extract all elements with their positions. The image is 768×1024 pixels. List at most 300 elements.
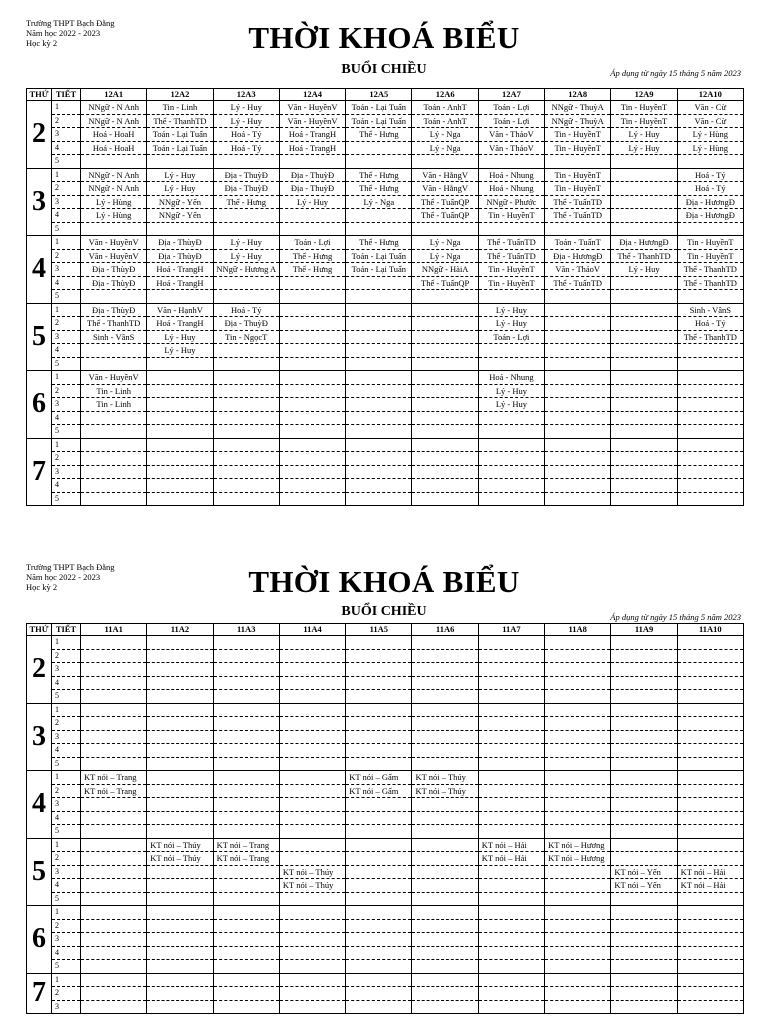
lesson-cell — [81, 411, 147, 425]
lesson-cell: Hoá - Tý — [213, 141, 279, 155]
lesson-cell — [545, 636, 611, 650]
lesson-cell — [545, 771, 611, 785]
lesson-cell: Tin - HuyềnT — [677, 249, 743, 263]
lesson-cell — [677, 465, 743, 479]
lesson-cell — [677, 906, 743, 920]
lesson-cell: KT nói – Hải — [478, 852, 544, 866]
lesson-cell: KT nói – Thúy — [279, 865, 345, 879]
lesson-cell — [677, 1000, 743, 1014]
table-row — [27, 919, 744, 933]
day-label: 7 — [27, 973, 52, 1014]
lesson-cell — [81, 649, 147, 663]
lesson-cell — [81, 892, 147, 906]
lesson-cell — [346, 344, 412, 358]
lesson-cell — [279, 371, 345, 385]
lesson-cell: Hoá - Tý — [677, 168, 743, 182]
lesson-cell — [346, 438, 412, 452]
lesson-cell — [346, 838, 412, 852]
lesson-cell — [611, 946, 677, 960]
lesson-cell — [147, 425, 213, 439]
lesson-cell: Lý - Huy — [478, 317, 544, 331]
lesson-cell — [346, 757, 412, 771]
table-row — [27, 344, 744, 358]
lesson-cell — [346, 492, 412, 506]
lesson-cell — [147, 919, 213, 933]
lesson-cell — [677, 852, 743, 866]
lesson-cell — [412, 1000, 478, 1014]
lesson-cell — [478, 933, 544, 947]
table-row — [27, 649, 744, 663]
lesson-cell — [677, 452, 743, 466]
lesson-cell: Thể - TuấnQP — [412, 209, 478, 223]
lesson-cell — [279, 1000, 345, 1014]
lesson-cell — [213, 730, 279, 744]
period-number: 3 — [52, 798, 81, 812]
lesson-cell — [478, 744, 544, 758]
lesson-cell — [677, 730, 743, 744]
lesson-cell — [279, 479, 345, 493]
table-row — [27, 879, 744, 893]
lesson-cell: Thể - TuấnTD — [545, 276, 611, 290]
table-row — [27, 101, 744, 115]
lesson-cell — [677, 703, 743, 717]
lesson-cell: KT nói – Hải — [478, 838, 544, 852]
lesson-cell: Lý - Huy — [213, 114, 279, 128]
lesson-cell — [346, 703, 412, 717]
lesson-cell — [478, 987, 544, 1001]
lesson-cell — [346, 987, 412, 1001]
lesson-cell — [412, 371, 478, 385]
lesson-cell: Văn - HuyềnV — [81, 236, 147, 250]
lesson-cell: Địa - ThuỳĐ — [213, 317, 279, 331]
period-number: 3 — [52, 195, 81, 209]
lesson-cell — [81, 155, 147, 169]
table-row — [27, 222, 744, 236]
lesson-cell — [412, 906, 478, 920]
lesson-cell — [279, 438, 345, 452]
table-row — [27, 825, 744, 839]
lesson-cell — [677, 344, 743, 358]
table-row — [27, 492, 744, 506]
lesson-cell — [677, 663, 743, 677]
lesson-cell: KT nói – Thúy — [279, 879, 345, 893]
lesson-cell — [346, 411, 412, 425]
lesson-cell — [611, 290, 677, 304]
lesson-cell: Toán - Lợi — [279, 236, 345, 250]
lesson-cell: Toán - Lại Tuấn — [346, 249, 412, 263]
day-label: 7 — [27, 438, 52, 506]
lesson-cell: Lý - Hùng — [81, 209, 147, 223]
table-row — [27, 209, 744, 223]
lesson-cell — [279, 771, 345, 785]
lesson-cell — [412, 757, 478, 771]
lesson-cell — [545, 649, 611, 663]
lesson-cell — [147, 398, 213, 412]
period-number: 1 — [52, 838, 81, 852]
lesson-cell — [545, 987, 611, 1001]
lesson-cell — [147, 479, 213, 493]
header-period: TIẾT — [52, 624, 81, 636]
period-number: 1 — [52, 973, 81, 987]
lesson-cell — [213, 155, 279, 169]
lesson-cell: KT nói – Hương — [545, 852, 611, 866]
lesson-cell: Địa - ThuỳĐ — [213, 168, 279, 182]
lesson-cell: Hoá - Tý — [213, 128, 279, 142]
lesson-cell — [346, 425, 412, 439]
lesson-cell — [545, 825, 611, 839]
lesson-cell — [677, 717, 743, 731]
lesson-cell — [81, 479, 147, 493]
lesson-cell — [147, 771, 213, 785]
lesson-cell — [147, 1000, 213, 1014]
lesson-cell — [677, 771, 743, 785]
lesson-cell — [677, 946, 743, 960]
lesson-cell — [478, 411, 544, 425]
table-row — [27, 1000, 744, 1014]
lesson-cell — [412, 865, 478, 879]
lesson-cell — [611, 838, 677, 852]
lesson-cell: Hoá - Nhung — [478, 371, 544, 385]
lesson-cell: NNgữ - Phước — [478, 195, 544, 209]
lesson-cell — [81, 703, 147, 717]
lesson-cell — [545, 717, 611, 731]
lesson-cell — [279, 465, 345, 479]
lesson-cell — [677, 438, 743, 452]
lesson-cell: Lý - Huy — [611, 128, 677, 142]
lesson-cell — [81, 811, 147, 825]
lesson-cell — [213, 771, 279, 785]
period-number: 2 — [52, 384, 81, 398]
lesson-cell — [412, 852, 478, 866]
lesson-cell — [346, 649, 412, 663]
lesson-cell: Hoá - Tý — [677, 182, 743, 196]
lesson-cell — [81, 1000, 147, 1014]
lesson-cell — [545, 865, 611, 879]
period-number: 5 — [52, 222, 81, 236]
lesson-cell — [213, 946, 279, 960]
lesson-cell: Địa - ThuỳĐ — [279, 182, 345, 196]
lesson-cell: KT nói – Yến — [611, 865, 677, 879]
lesson-cell — [677, 290, 743, 304]
class-header: 12A7 — [478, 89, 544, 101]
lesson-cell — [81, 798, 147, 812]
lesson-cell — [147, 973, 213, 987]
lesson-cell — [677, 371, 743, 385]
lesson-cell: Địa - HươngĐ — [677, 195, 743, 209]
table-row — [27, 771, 744, 785]
lesson-cell: Thể - TuấnQP — [412, 276, 478, 290]
lesson-cell — [147, 865, 213, 879]
lesson-cell — [147, 371, 213, 385]
lesson-cell: KT nói – Thúy — [147, 852, 213, 866]
period-number: 3 — [52, 128, 81, 142]
lesson-cell: NNgữ - Yến — [147, 195, 213, 209]
lesson-cell — [147, 946, 213, 960]
lesson-cell — [545, 703, 611, 717]
lesson-cell — [412, 730, 478, 744]
lesson-cell — [412, 330, 478, 344]
lesson-cell — [346, 290, 412, 304]
lesson-cell — [677, 398, 743, 412]
day-label: 5 — [27, 303, 52, 371]
lesson-cell: KT nói – Yến — [611, 879, 677, 893]
lesson-cell — [81, 987, 147, 1001]
lesson-cell — [213, 717, 279, 731]
lesson-cell — [677, 960, 743, 974]
lesson-cell — [279, 838, 345, 852]
table-row — [27, 465, 744, 479]
lesson-cell — [478, 973, 544, 987]
lesson-cell — [478, 730, 544, 744]
lesson-cell — [346, 663, 412, 677]
table-row — [27, 182, 744, 196]
lesson-cell — [213, 690, 279, 704]
table-row — [27, 663, 744, 677]
header-day: THỨ — [27, 89, 52, 101]
lesson-cell: Thể - Hưng — [279, 249, 345, 263]
lesson-cell: Toán - Lại Tuấn — [346, 101, 412, 115]
lesson-cell — [346, 960, 412, 974]
lesson-cell: Tin - HuyềnT — [611, 101, 677, 115]
lesson-cell — [611, 425, 677, 439]
lesson-cell — [611, 303, 677, 317]
class-header: 11A2 — [147, 624, 213, 636]
lesson-cell — [147, 730, 213, 744]
lesson-cell — [279, 717, 345, 731]
lesson-cell — [412, 946, 478, 960]
lesson-cell: Địa - HươngĐ — [611, 236, 677, 250]
lesson-cell — [611, 852, 677, 866]
lesson-cell — [213, 384, 279, 398]
lesson-cell — [545, 425, 611, 439]
session-subtitle: BUỔI CHIỀU — [341, 62, 427, 77]
table-row — [27, 960, 744, 974]
table-row — [27, 933, 744, 947]
lesson-cell — [279, 411, 345, 425]
lesson-cell: Tin - HuyềnT — [478, 276, 544, 290]
lesson-cell — [412, 303, 478, 317]
lesson-cell: Toán - Lại Tuấn — [346, 263, 412, 277]
lesson-cell — [279, 425, 345, 439]
lesson-cell — [412, 811, 478, 825]
lesson-cell — [213, 465, 279, 479]
lesson-cell — [213, 371, 279, 385]
lesson-cell — [545, 357, 611, 371]
lesson-cell — [677, 784, 743, 798]
lesson-cell: KT nói – Trang — [213, 852, 279, 866]
table-row — [27, 865, 744, 879]
table-row — [27, 798, 744, 812]
lesson-cell: Lý - Huy — [478, 398, 544, 412]
lesson-cell: Lý - Huy — [478, 384, 544, 398]
table-row — [27, 114, 744, 128]
lesson-cell — [346, 636, 412, 650]
lesson-cell — [611, 492, 677, 506]
lesson-cell — [611, 960, 677, 974]
table-row — [27, 784, 744, 798]
lesson-cell: Lý - Huy — [611, 263, 677, 277]
lesson-cell — [677, 973, 743, 987]
lesson-cell — [81, 717, 147, 731]
lesson-cell — [478, 357, 544, 371]
lesson-cell — [412, 879, 478, 893]
lesson-cell: Lý - Huy — [213, 236, 279, 250]
lesson-cell — [279, 933, 345, 947]
lesson-cell: KT nói – Trang — [81, 771, 147, 785]
lesson-cell: NNgữ - N Anh — [81, 114, 147, 128]
lesson-cell: Lý - Huy — [147, 182, 213, 196]
lesson-cell — [545, 290, 611, 304]
lesson-cell: Lý - Hùng — [677, 128, 743, 142]
period-number: 2 — [52, 852, 81, 866]
lesson-cell — [147, 784, 213, 798]
day-label: 6 — [27, 906, 52, 974]
lesson-cell — [545, 303, 611, 317]
lesson-cell — [213, 676, 279, 690]
lesson-cell — [545, 730, 611, 744]
class-header: 12A1 — [81, 89, 147, 101]
lesson-cell: Văn - Cừ — [677, 114, 743, 128]
period-number: 1 — [52, 438, 81, 452]
lesson-cell — [545, 222, 611, 236]
lesson-cell — [478, 892, 544, 906]
lesson-cell — [611, 168, 677, 182]
lesson-cell — [545, 479, 611, 493]
lesson-cell — [147, 690, 213, 704]
lesson-cell — [346, 676, 412, 690]
lesson-cell — [412, 411, 478, 425]
lesson-cell — [412, 825, 478, 839]
lesson-cell — [545, 879, 611, 893]
table-row — [27, 452, 744, 466]
lesson-cell — [478, 155, 544, 169]
table-row — [27, 438, 744, 452]
lesson-cell — [147, 811, 213, 825]
lesson-cell: Thể - Hưng — [346, 128, 412, 142]
lesson-cell: Lý - Huy — [147, 330, 213, 344]
lesson-cell — [545, 411, 611, 425]
period-number: 5 — [52, 357, 81, 371]
effective-date: Áp dụng từ ngày 15 tháng 5 năm 2023 — [610, 612, 741, 622]
lesson-cell — [611, 182, 677, 196]
period-number: 1 — [52, 371, 81, 385]
page-title: THỜI KHOÁ BIỂU — [248, 20, 520, 55]
lesson-cell: KT nói – Trang — [213, 838, 279, 852]
class-header: 11A3 — [213, 624, 279, 636]
class-header: 12A5 — [346, 89, 412, 101]
lesson-cell — [412, 744, 478, 758]
lesson-cell — [213, 960, 279, 974]
table-row — [27, 852, 744, 866]
lesson-cell: Tin - Linh — [81, 384, 147, 398]
lesson-cell — [81, 960, 147, 974]
lesson-cell: NNgữ - Yến — [147, 209, 213, 223]
lesson-cell: Thể - TuấnQP — [412, 195, 478, 209]
lesson-cell: Văn - HuyềnV — [81, 371, 147, 385]
lesson-cell: Văn - ThảoV — [478, 141, 544, 155]
lesson-cell — [147, 452, 213, 466]
period-number: 4 — [52, 676, 81, 690]
lesson-cell — [213, 892, 279, 906]
lesson-cell — [478, 438, 544, 452]
lesson-cell: Văn - Cừ — [677, 101, 743, 115]
table-row — [27, 717, 744, 731]
table-row — [27, 906, 744, 920]
class-header: 11A9 — [611, 624, 677, 636]
lesson-cell — [213, 811, 279, 825]
lesson-cell — [279, 452, 345, 466]
lesson-cell — [147, 411, 213, 425]
lesson-cell — [279, 290, 345, 304]
period-number: 3 — [52, 398, 81, 412]
lesson-cell — [412, 636, 478, 650]
lesson-cell: Thể - ThanhTD — [147, 114, 213, 128]
school-year: Năm học 2022 - 2023 — [26, 572, 101, 582]
lesson-cell — [545, 344, 611, 358]
lesson-cell: Lý - Huy — [478, 303, 544, 317]
lesson-cell: Hoá - HoaH — [81, 141, 147, 155]
lesson-cell: Tin - Linh — [81, 398, 147, 412]
period-number: 4 — [52, 344, 81, 358]
lesson-cell: Lý - Hùng — [677, 141, 743, 155]
period-number: 4 — [52, 141, 81, 155]
lesson-cell — [478, 811, 544, 825]
lesson-cell: Văn - HằngV — [412, 182, 478, 196]
lesson-cell — [279, 690, 345, 704]
lesson-cell: Lý - Huy — [213, 249, 279, 263]
lesson-cell — [478, 676, 544, 690]
lesson-cell — [412, 690, 478, 704]
table-row — [27, 946, 744, 960]
lesson-cell — [412, 919, 478, 933]
lesson-cell — [213, 919, 279, 933]
lesson-cell — [279, 676, 345, 690]
table-row — [27, 690, 744, 704]
period-number: 3 — [52, 1000, 81, 1014]
lesson-cell: KT nói – Hải — [677, 865, 743, 879]
lesson-cell: Địa - ThùyĐ — [81, 303, 147, 317]
lesson-cell — [81, 744, 147, 758]
lesson-cell: Thể - ThanhTD — [81, 317, 147, 331]
lesson-cell — [545, 663, 611, 677]
lesson-cell — [478, 649, 544, 663]
lesson-cell — [412, 717, 478, 731]
lesson-cell — [545, 384, 611, 398]
session-subtitle: BUỔI CHIỀU — [341, 604, 427, 619]
lesson-cell — [147, 825, 213, 839]
lesson-cell: Văn - HuyềnV — [279, 114, 345, 128]
period-number: 5 — [52, 825, 81, 839]
lesson-cell: Lý - Nga — [412, 128, 478, 142]
lesson-cell: Hoá - TrangH — [147, 276, 213, 290]
lesson-cell — [81, 690, 147, 704]
lesson-cell: Toán - Lợi — [478, 101, 544, 115]
lesson-cell — [213, 425, 279, 439]
lesson-cell — [279, 155, 345, 169]
lesson-cell — [478, 663, 544, 677]
lesson-cell — [611, 906, 677, 920]
lesson-cell: Tin - HuyềnT — [545, 141, 611, 155]
day-label: 5 — [27, 838, 52, 906]
lesson-cell — [412, 425, 478, 439]
lesson-cell: Văn - HuyềnV — [81, 249, 147, 263]
lesson-cell — [412, 438, 478, 452]
lesson-cell — [346, 222, 412, 236]
lesson-cell — [279, 649, 345, 663]
lesson-cell: Toán - Lại Tuấn — [147, 128, 213, 142]
class-header: 11A6 — [412, 624, 478, 636]
period-number: 3 — [52, 663, 81, 677]
